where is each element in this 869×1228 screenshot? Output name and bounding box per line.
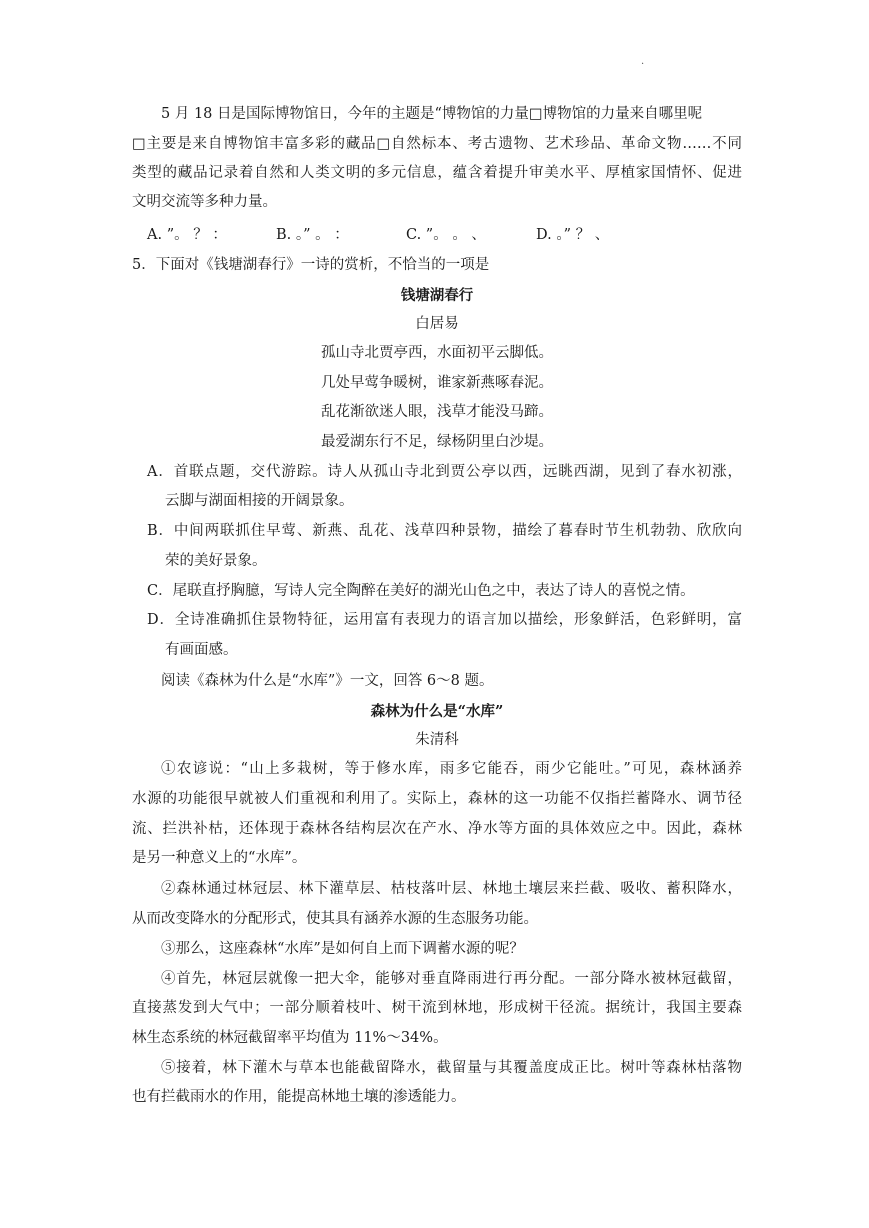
- q5-option-d-line-2: 有画面感。: [165, 642, 238, 658]
- paragraph-4-line-3: 林生态系统的林冠截留率平均值为 11%～34%。: [132, 1030, 448, 1046]
- paragraph-5-line-1: ⑤接着，林下灌木与草本也能截留降水，截留量与其覆盖度成正比。树叶等森林枯落物: [161, 1060, 742, 1076]
- q4-option-c: C. ”。 。 、: [406, 227, 486, 243]
- q5-option-c-line-1: C．尾联直抒胸臆，写诗人完全陶醉在美好的湖光山色之中，表达了诗人的喜悦之情。: [147, 583, 695, 599]
- article-title: 森林为什么是“水库”: [370, 703, 504, 720]
- poem-title: 钱塘湖春行: [400, 287, 474, 304]
- poem-line-4: 最爱湖东行不足，绿杨阴里白沙堤。: [321, 434, 553, 450]
- intro-line-4: 文明交流等多种力量。: [132, 194, 277, 210]
- question-5-stem: 5．下面对《钱塘湖春行》一诗的赏析，不恰当的一项是: [132, 257, 490, 273]
- q4-option-b: B. 。” 。 ：: [276, 227, 349, 243]
- intro-line-2: □主要是来自博物馆丰富多彩的藏品□自然标本、考古遗物、艺术珍品、革命文物……不同: [132, 136, 742, 152]
- intro-line-1: 5 月 18 日是国际博物馆日，今年的主题是“博物馆的力量□博物馆的力量来自哪里呢: [161, 106, 703, 122]
- paragraph-1-line-4: 是另一种意义上的“水库”。: [132, 850, 307, 866]
- reading-instruction: 阅读《森林为什么是“水库”》一文，回答 6～8 题。: [161, 673, 494, 689]
- poem-line-1: 孤山寺北贾亭西，水面初平云脚低。: [321, 345, 553, 361]
- paragraph-5-line-2: 也有拦截雨水的作用，能提高林地土壤的渗透能力。: [132, 1089, 466, 1105]
- q4-option-d: D. 。” ？ 、: [536, 227, 610, 243]
- q5-option-a-line-1: A．首联点题，交代游踪。诗人从孤山寺北到贾公亭以西，远眺西湖，见到了春水初涨，: [147, 464, 742, 480]
- q5-option-b-line-1: B．中间两联抓住早莺、新燕、乱花、浅草四种景物，描绘了暮春时节生机勃勃、欣欣向: [147, 523, 742, 539]
- paragraph-1-line-3: 流、拦洪补枯，还体现于森林各结构层次在产水、净水等方面的具体效应之中。因此，森林: [132, 821, 742, 837]
- corner-mark: .: [641, 56, 645, 67]
- paragraph-2-line-2: 从而改变降水的分配形式，使其具有涵养水源的生态服务功能。: [132, 911, 538, 927]
- paragraph-4-line-2: 直接蒸发到大气中；一部分顺着枝叶、树干流到林地，形成树干径流。据统计，我国主要森: [132, 1000, 742, 1016]
- paragraph-3-line-1: ③那么，这座森林“水库”是如何自上而下调蓄水源的呢？: [161, 941, 524, 957]
- paragraph-1-line-2: 水源的功能很早就被人们重视和利用了。实际上，森林的这一功能不仅指拦蓄降水、调节径: [132, 791, 742, 807]
- poem-author: 白居易: [415, 316, 459, 332]
- q4-option-a: A. ”。 ？ ：: [147, 227, 227, 243]
- q5-option-a-line-2: 云脚与湖面相接的开阔景象。: [165, 493, 354, 509]
- paragraph-1-line-1: ①农谚说：“山上多栽树，等于修水库，雨多它能吞，雨少它能吐。”可见，森林涵养: [161, 761, 742, 777]
- q5-option-b-line-2: 荣的美好景象。: [165, 553, 267, 569]
- q5-option-d-line-1: D．全诗准确抓住景物特征，运用富有表现力的语言加以描绘，形象鲜活，色彩鲜明，富: [147, 612, 742, 628]
- paragraph-2-line-1: ②森林通过林冠层、林下灌草层、枯枝落叶层、林地土壤层来拦截、吸收、蓄积降水，: [161, 881, 742, 897]
- intro-line-3: 类型的藏品记录着自然和人类文明的多元信息，蕴含着提升审美水平、厚植家国情怀、促进: [132, 165, 742, 181]
- poem-line-3: 乱花渐欲迷人眼，浅草才能没马蹄。: [321, 404, 553, 420]
- article-author: 朱清科: [415, 732, 459, 748]
- poem-line-2: 几处早莺争暖树，谁家新燕啄春泥。: [321, 375, 553, 391]
- paragraph-4-line-1: ④首先，林冠层就像一把大伞，能够对垂直降雨进行再分配。一部分降水被林冠截留，: [161, 971, 742, 987]
